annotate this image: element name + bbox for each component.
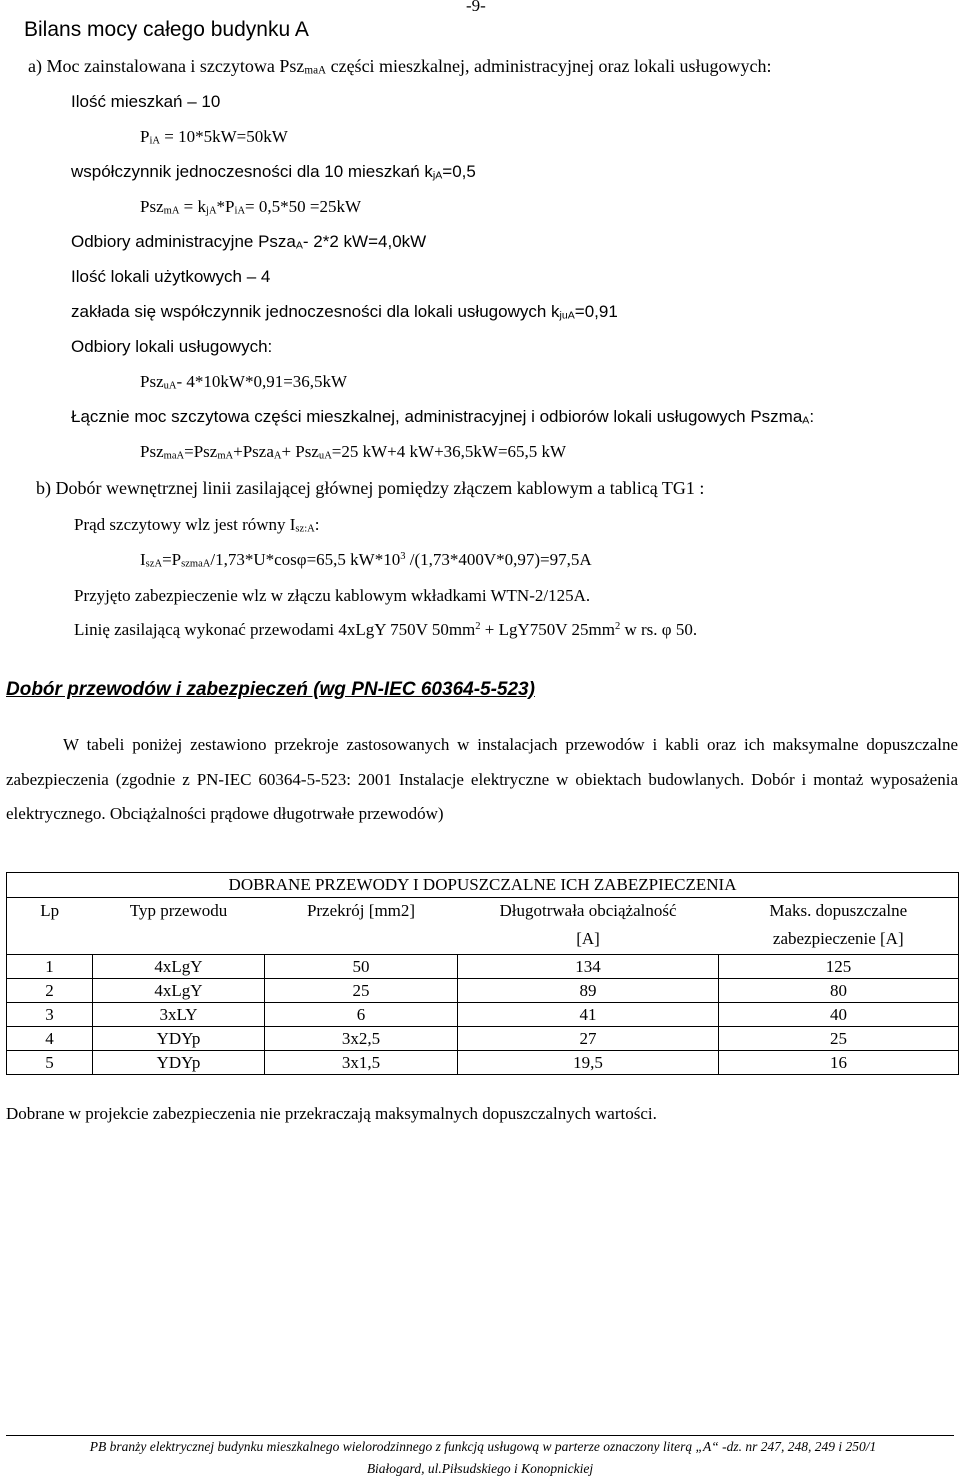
table-row: [7, 1003, 959, 1027]
table-cell: 41: [458, 1003, 719, 1027]
admin-loads-line: Odbiory administracyjne Psza$_A$- 2*2 kW=4,0kW: [71, 232, 427, 252]
table-cell: 89: [458, 979, 719, 1003]
selection-heading: Dobór przewodów i zabezpieczeń (wg PN-IEC 60364-5-523): [6, 679, 535, 700]
conclusion-note: Dobrane w projekcie zabezpieczenia nie przekraczają maksymalnych dopuszczalnych wartości.: [6, 1104, 657, 1123]
simultaneity-factor-line: współczynnik jednoczesności dla 10 mieszkań $k_{jA}=0,5$: [71, 162, 476, 182]
table-cell: 4xLgY: [93, 955, 265, 979]
table-cell: 1: [7, 955, 93, 979]
column-header-type-2: [93, 924, 265, 955]
peak-current-label: Prąd szczytowy wlz jest równy $I_{sz:A}$:: [74, 515, 320, 535]
table-cell: 50: [265, 955, 458, 979]
peak-current-formula: $I_{szA}=P_{szmaA}/1,73*U*\cos\varphi=65,5$ $kW*10^3$ /(1,73*400V*0,97)=97,5A: [140, 550, 592, 570]
column-header-max-protection-unit: zabezpieczenie [A]: [719, 924, 959, 955]
footer-divider: [6, 1435, 954, 1436]
cables-table: [6, 872, 959, 1075]
column-header-lp: Lp: [7, 898, 93, 925]
power-installed-formula: $P_{iA} = 10*5kW=50kW$: [140, 127, 288, 147]
flats-count-line: Ilość mieszkań – 10: [71, 92, 221, 111]
table-cell: 3x2,5: [265, 1027, 458, 1051]
column-header-lp-2: [7, 924, 93, 955]
section-b-heading: b) Dobór wewnętrznej linii zasilającej głównej pomiędzy złączem kablowym a tablicą TG1 :: [36, 478, 705, 498]
table-row: [7, 979, 959, 1003]
supply-line-cables: Linię zasilającą wykonać przewodami 4xLgY 750V $50mm^2 + LgY750V$ $25mm^2$ w rs. φ 50.: [74, 620, 698, 639]
table-cell: 3xLY: [93, 1003, 265, 1027]
column-header-max-protection: Maks. dopuszczalne: [719, 898, 959, 925]
footer-line-2: Białogard, ul.Piłsudskiego i Konopnickiej: [366, 1461, 594, 1476]
commercial-loads-label: Odbiory lokali usługowych:: [71, 337, 273, 356]
protection-line: Przyjęto zabezpieczenie wlz w złączu kablowym wkładkami WTN-2/125A.: [74, 586, 591, 605]
table-cell: 25: [265, 979, 458, 1003]
selection-paragraph: W tabeli poniżej zestawiono przekroje zastosowanych w instalacjach przewodów i kabli oraz ich maksymalne dopuszczalne zabezpieczenia (zgodnie z PN-IEC 60364-5-523: 2001 Instalacje elektryczne w obiektach budowlanych. Dobór i montaż wyposażenia elektrycznego. Obciążalności prądowe długotrwałe przewodów): [6, 735, 958, 823]
table-cell: 134: [458, 955, 719, 979]
section-a-heading: a) Moc zainstalowana i szczytowa Psz$_{maA}$ części mieszkalnej, administracyjnej oraz lokali usługowych:: [28, 56, 772, 77]
table-cell: 3: [7, 1003, 93, 1027]
table-cell: 3x1,5: [265, 1051, 458, 1075]
table-row: [7, 1027, 959, 1051]
table-cell: 27: [458, 1027, 719, 1051]
page-number: -9-: [466, 0, 486, 15]
column-header-section-2: [265, 924, 458, 955]
commercial-loads-formula: Psz$_{uA}$- 4*10kW*0,91=36,5kW: [140, 372, 348, 392]
table-cell: 5: [7, 1051, 93, 1075]
table-cell: 6: [265, 1003, 458, 1027]
table-row: [7, 955, 959, 979]
peak-power-flats-formula: $Psz_{mA} = k_{jA}*P_{iA}= 0,5*50 =25kW$: [140, 197, 362, 217]
page-title: Bilans mocy całego budynku A: [24, 18, 309, 41]
column-header-capacity-unit: [A]: [458, 924, 719, 955]
commercial-factor-line: zakłada się współczynnik jednoczesności dla lokali usługowych $k_{juA}=0,91$: [71, 302, 618, 322]
table-caption: DOBRANE PRZEWODY I DOPUSZCZALNE ICH ZABEZPIECZENIA: [7, 873, 959, 898]
table-cell: 80: [719, 979, 959, 1003]
column-header-section: Przekrój [mm2]: [306, 901, 416, 920]
table-cell: 25: [719, 1027, 959, 1051]
table-cell: 125: [719, 955, 959, 979]
table-cell: 4: [7, 1027, 93, 1051]
table-cell: 2: [7, 979, 93, 1003]
total-peak-power-label: Łącznie moc szczytowa części mieszkalnej, administracyjnej i odbiorów lokali usługowych Pszma$_A$:: [71, 407, 815, 427]
table-cell: 16: [719, 1051, 959, 1075]
table-cell: 19,5: [458, 1051, 719, 1075]
commercial-units-count-line: Ilość lokali użytkowych – 4: [71, 267, 271, 286]
table-cell: YDYp: [93, 1027, 265, 1051]
total-peak-power-formula: Psz$_{maA}$=Psz$_{mA}$+Psza$_A$+ Psz$_{uA}$=25 kW+4 kW+36,5kW=65,5 kW: [140, 442, 567, 462]
table-row: [7, 1051, 959, 1075]
column-header-type: Typ przewodu: [129, 901, 228, 920]
table-cell: 4xLgY: [93, 979, 265, 1003]
table-cell: 40: [719, 1003, 959, 1027]
table-cell: YDYp: [93, 1051, 265, 1075]
column-header-capacity: Długotrwała obciążalność: [499, 901, 677, 920]
footer-line-1: PB branży elektrycznej budynku mieszkalnego wielorodzinnego z funkcją usługową w parterze oznaczony literą „A“ -dz. nr 247, 248, 249 i 250/1: [89, 1439, 877, 1454]
